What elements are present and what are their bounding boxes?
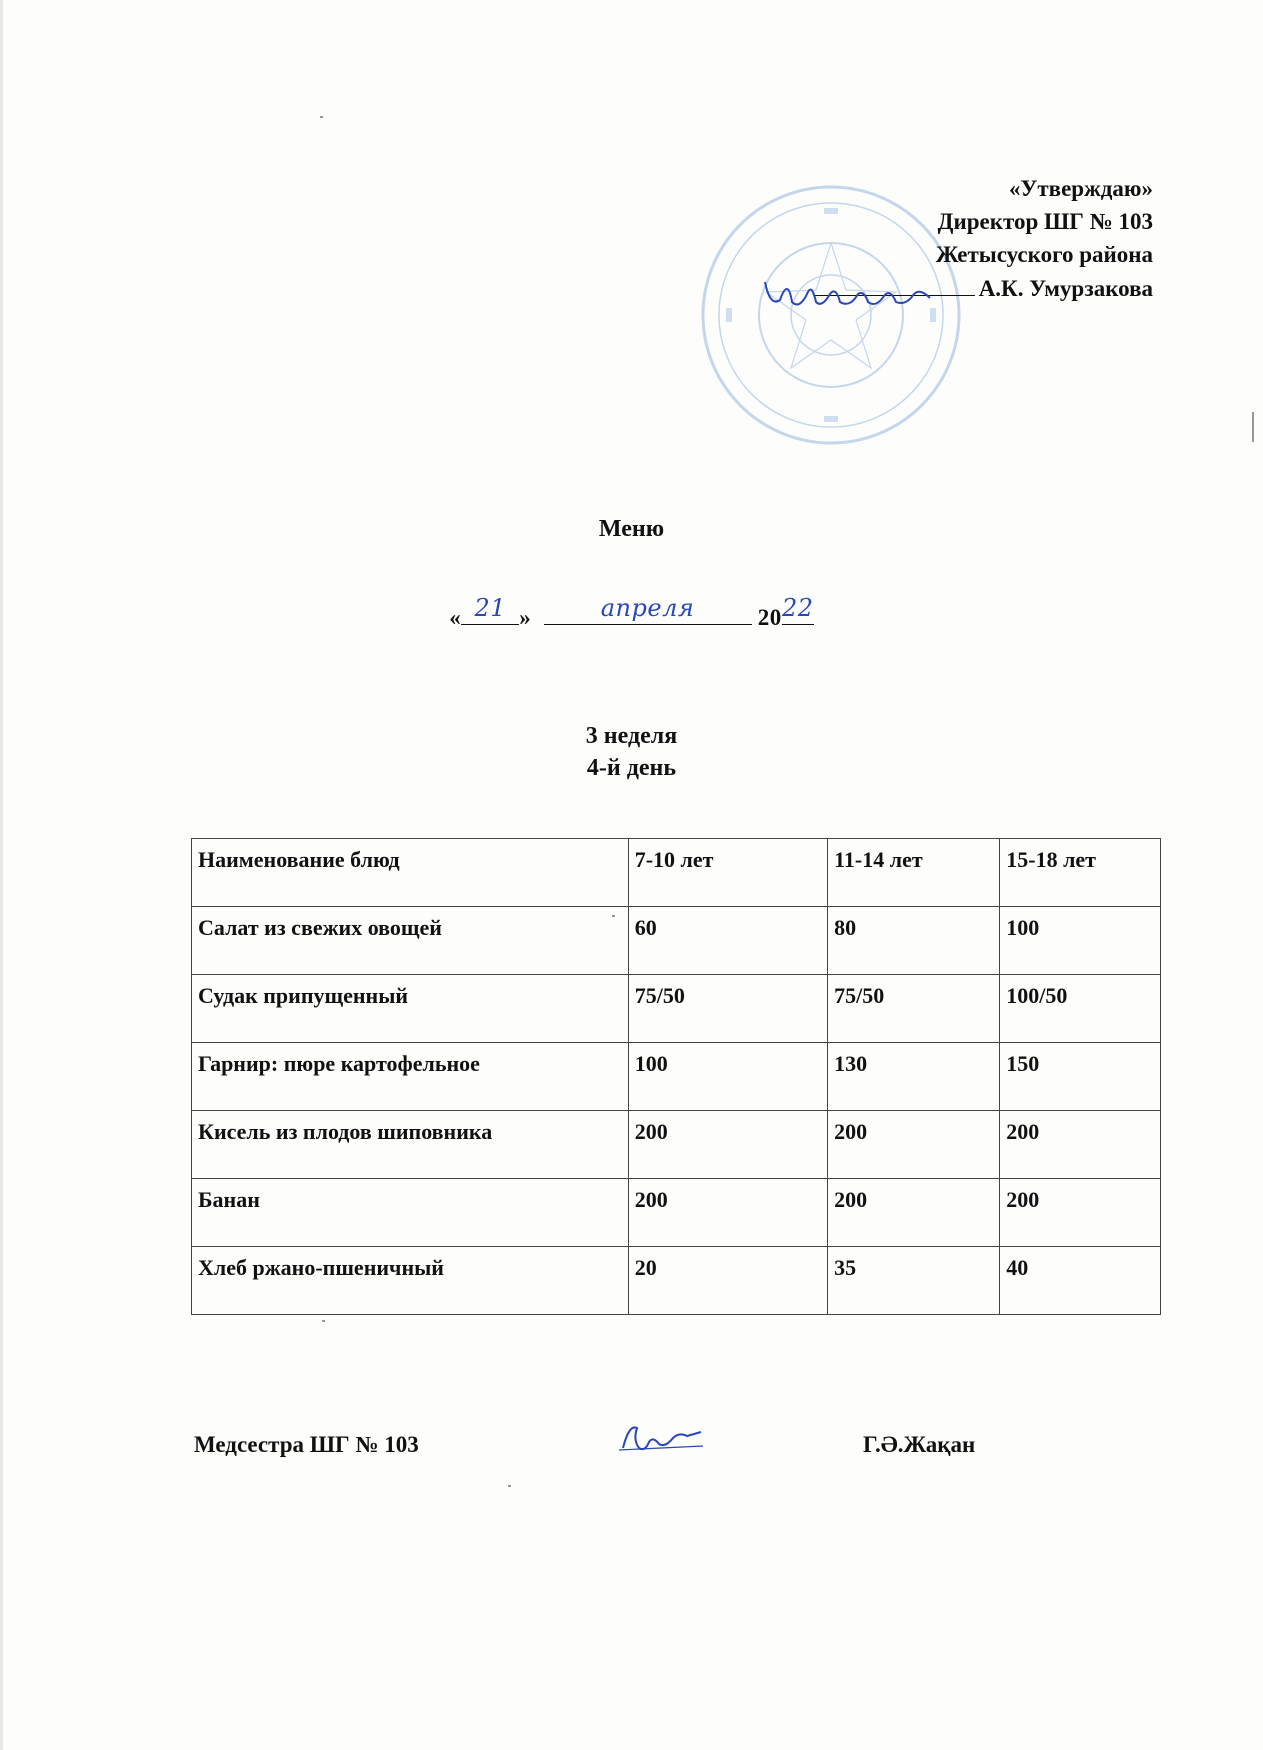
portion-11-14: 35 [828, 1247, 1000, 1315]
approval-district: Жетысуского района [935, 242, 1153, 267]
dish-name: Судак припущенный [192, 975, 629, 1043]
portion-15-18: 100 [1000, 907, 1161, 975]
scan-speck [508, 1485, 511, 1487]
footer-name: Г.Ә.Жақан [863, 1432, 976, 1457]
header-age-11-14: 11-14 лет [828, 839, 1000, 907]
portion-11-14: 200 [828, 1111, 1000, 1179]
date-line [0, 594, 1263, 631]
portion-7-10: 20 [628, 1247, 827, 1315]
table-row [192, 975, 1161, 1043]
portion-11-14: 75/50 [828, 975, 1000, 1043]
dish-name: Хлеб ржано-пшеничный [192, 1247, 629, 1315]
table-row [192, 1179, 1161, 1247]
scan-speck [320, 116, 323, 118]
header-age-7-10: 7-10 лет [628, 839, 827, 907]
footer-role: Медсестра ШГ № 103 [194, 1432, 419, 1457]
date-month: апреля [600, 594, 695, 622]
table-row [192, 1111, 1161, 1179]
date-month-blank [544, 594, 752, 625]
portion-11-14: 130 [828, 1043, 1000, 1111]
portion-7-10: 200 [628, 1111, 827, 1179]
dish-name: Салат из свежих овощей [192, 907, 629, 975]
portion-15-18: 200 [1000, 1179, 1161, 1247]
scan-speck [1252, 412, 1254, 442]
portion-7-10: 100 [628, 1043, 827, 1111]
date-day: 21 [474, 594, 507, 622]
menu-table [191, 838, 1161, 1315]
portion-15-18: 40 [1000, 1247, 1161, 1315]
date-year-prefix: 20 [757, 605, 782, 630]
date-year-blank [781, 594, 814, 625]
day-label: 4-й день [586, 755, 677, 781]
portion-11-14: 80 [828, 907, 1000, 975]
table-header-row [192, 839, 1161, 907]
date-day-blank [461, 594, 519, 625]
date-open-quote: « [449, 605, 462, 630]
dish-name: Гарнир: пюре картофельное [192, 1043, 629, 1111]
portion-15-18: 100/50 [1000, 975, 1161, 1043]
table-row [192, 907, 1161, 975]
approval-approve: «Утверждаю» [1009, 176, 1153, 201]
approval-name: А.К. Умурзакова [978, 276, 1153, 301]
table-row [192, 1043, 1161, 1111]
date-year-suffix: 22 [781, 594, 814, 622]
scan-speck [322, 1320, 325, 1322]
page-title: Меню [598, 516, 665, 542]
date-close-quote: » [519, 605, 532, 630]
header-age-15-18: 15-18 лет [1000, 839, 1161, 907]
portion-7-10: 200 [628, 1179, 827, 1247]
table-row [192, 1247, 1161, 1315]
portion-11-14: 200 [828, 1179, 1000, 1247]
portion-15-18: 200 [1000, 1111, 1161, 1179]
portion-7-10: 75/50 [628, 975, 827, 1043]
week-block [0, 720, 1263, 784]
portion-15-18: 150 [1000, 1043, 1161, 1111]
week-label: 3 неделя [585, 723, 678, 749]
portion-7-10: 60 [628, 907, 827, 975]
approval-position: Директор ШГ № 103 [937, 209, 1153, 234]
dish-name: Кисель из плодов шиповника [192, 1111, 629, 1179]
dish-name: Банан [192, 1179, 629, 1247]
director-signature [760, 272, 935, 317]
nurse-signature [615, 1418, 705, 1458]
scan-speck [612, 915, 615, 917]
header-dish: Наименование блюд [192, 839, 629, 907]
